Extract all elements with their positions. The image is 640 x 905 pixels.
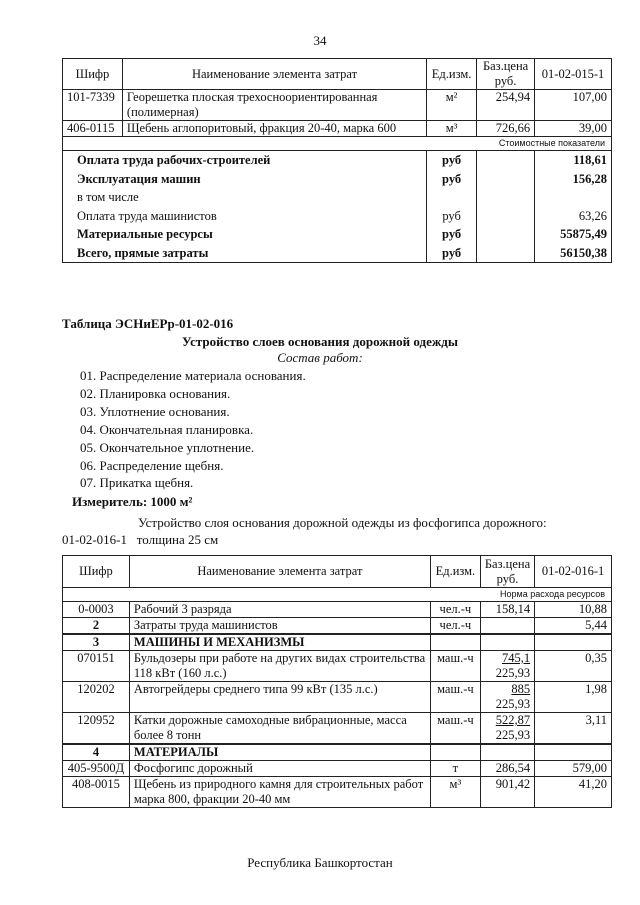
cost-price [477,225,535,244]
table-row [63,713,612,745]
row-code: 120202 [63,682,130,713]
cost-price [477,207,535,226]
work-item: 06. Распределение щебня. [80,457,224,473]
cost-row [63,170,612,189]
cost-value [535,188,612,207]
row-code: 405-9500Д [63,761,130,777]
row-value: 5,44 [535,618,612,635]
price-value: 286,54 [495,761,531,775]
row-code: 406-0115 [63,121,123,137]
section-heading: Устройство слоев основания дорожной одежды [181,334,459,349]
cost-row [63,225,612,244]
row-value: 579,00 [535,761,612,777]
row-price [480,602,534,618]
row-name: Георешетка плоская трехосноориентированная (полимерная) [122,90,426,121]
table-header-row [63,59,612,90]
cost-row [63,188,612,207]
table-row [63,618,612,635]
row-unit: маш.-ч [430,651,480,682]
row-price [480,618,534,635]
header-price: Баз.цена руб. [477,59,535,90]
section-label: Норма расхода ресурсов [63,588,612,602]
table-row [63,682,612,713]
row-unit: м² [427,90,477,121]
header-code: Шифр [63,59,123,90]
meter-label [72,494,192,510]
header-name: Наименование элемента затрат [129,556,430,588]
row-value: 41,20 [535,777,612,808]
meter-text: Измеритель: 1000 м² [72,494,193,509]
row-price [480,761,534,777]
work-item: 07. Прикатка щебня. [80,475,194,491]
table-row [63,90,612,121]
row-unit [430,744,480,761]
row-unit: м³ [427,121,477,137]
row-unit: маш.-ч [430,713,480,745]
row-price [480,651,534,682]
item-text: толщина 25 см [136,532,219,547]
cost-table-01-02-015 [62,58,612,263]
row-code: 4 [63,744,130,761]
price-machinist: 225,93 [495,697,531,711]
table-title: Таблица ЭСНиЕРр-01-02-016 [62,316,234,331]
cost-row [63,207,612,226]
cost-value: 63,26 [535,207,612,226]
row-price [480,634,534,651]
price-value: 885 [511,682,531,696]
cost-price [477,188,535,207]
cost-price [477,244,535,263]
row-code: 0-0003 [63,602,130,618]
row-value [535,744,612,761]
row-unit: т [430,761,480,777]
row-code: 101-7339 [63,90,123,121]
header-unit: Ед.изм. [430,556,480,588]
cost-unit: руб [427,170,477,189]
price-value: 158,14 [495,602,531,616]
cost-value: 156,28 [535,170,612,189]
row-name: МАШИНЫ И МЕХАНИЗМЫ [129,634,430,651]
resource-table-01-02-016 [62,555,612,808]
row-code: 2 [63,618,130,635]
cost-name: Материальные ресурсы [63,225,427,244]
row-code: 070151 [63,651,130,682]
row-price: 254,94 [477,90,535,121]
row-name: Щебень из природного камня для строительных работ марка 800, фракции 20-40 мм [129,777,430,808]
works-list [80,367,306,492]
item-code: 01-02-016-1 [62,532,127,547]
table-header-row [63,556,612,588]
header-unit: Ед.изм. [427,59,477,90]
header-norm-code: 01-02-015-1 [535,59,612,90]
header-name: Наименование элемента затрат [122,59,426,90]
work-item: 02. Планировка основания. [80,385,231,401]
row-code: 3 [63,634,130,651]
cost-name: в том числе [63,188,427,207]
row-unit: чел.-ч [430,602,480,618]
work-item: 05. Окончательное уплотнение. [80,439,255,455]
row-name: МАТЕРИАЛЫ [129,744,430,761]
header-code: Шифр [63,556,130,588]
cost-row [63,244,612,263]
header-norm-code: 01-02-016-1 [535,556,612,588]
table-row [63,761,612,777]
row-unit: м³ [430,777,480,808]
price-value: 901,42 [495,777,531,791]
cost-value: 55875,49 [535,225,612,244]
table-row [63,121,612,137]
cost-unit: руб [427,207,477,226]
cost-value: 56150,38 [535,244,612,263]
work-item: 03. Уплотнение основания. [80,403,230,419]
section-label-row [63,588,612,602]
price-value: 745,1 [502,651,531,665]
row-price [480,777,534,808]
item-line [62,532,218,548]
cost-row [63,151,612,170]
row-unit: маш.-ч [430,682,480,713]
row-value: 107,00 [535,90,612,121]
row-name: Рабочий 3 разряда [129,602,430,618]
cost-unit: руб [427,151,477,170]
row-value: 3,11 [535,713,612,745]
cost-unit: руб [427,225,477,244]
footer-region: Республика Башкортостан [247,855,393,870]
table-row [63,744,612,761]
row-name: Бульдозеры при работе на других видах строительства 118 кВт (160 л.с.) [129,651,430,682]
cost-name: Эксплуатация машин [63,170,427,189]
page-number: 34 [313,33,327,48]
row-name: Катки дорожные самоходные вибрационные, масса более 8 тонн [129,713,430,745]
cost-name: Всего, прямые затраты [63,244,427,263]
row-price [480,713,534,745]
header-price: Баз.цена руб. [480,556,534,588]
table-row [63,777,612,808]
cost-price [477,170,535,189]
row-value: 10,88 [535,602,612,618]
row-code: 408-0015 [63,777,130,808]
price-machinist: 225,93 [495,728,531,742]
price-machinist: 225,93 [495,666,531,680]
section-label: Стоимостные показатели [63,137,612,151]
row-name: Фосфогипс дорожный [129,761,430,777]
row-name: Щебень аглопоритовый, фракция 20-40, марка 600 [122,121,426,137]
work-item: 01. Распределение материала основания. [80,368,306,383]
row-unit [430,634,480,651]
works-heading: Состав работ: [277,350,363,365]
cost-value: 118,61 [535,151,612,170]
cost-unit [427,188,477,207]
cost-name: Оплата труда рабочих-строителей [63,151,427,170]
row-value [535,634,612,651]
cost-name: Оплата труда машинистов [63,207,427,226]
price-value: 522,87 [495,713,531,727]
row-code: 120952 [63,713,130,745]
row-name: Затраты труда машинистов [129,618,430,635]
work-item: 04. Окончательная планировка. [80,421,254,437]
cost-unit: руб [427,244,477,263]
row-name: Автогрейдеры среднего типа 99 кВт (135 л.с.) [129,682,430,713]
row-unit: чел.-ч [430,618,480,635]
description-text: Устройство слоя основания дорожной одежды из фосфогипса дорожного: [138,515,547,530]
row-price [480,682,534,713]
row-value: 39,00 [535,121,612,137]
row-price [480,744,534,761]
table-row [63,651,612,682]
section-label-row [63,137,612,151]
row-price: 726,66 [477,121,535,137]
table-row [63,602,612,618]
table-row [63,634,612,651]
cost-price [477,151,535,170]
row-value: 0,35 [535,651,612,682]
row-value: 1,98 [535,682,612,713]
